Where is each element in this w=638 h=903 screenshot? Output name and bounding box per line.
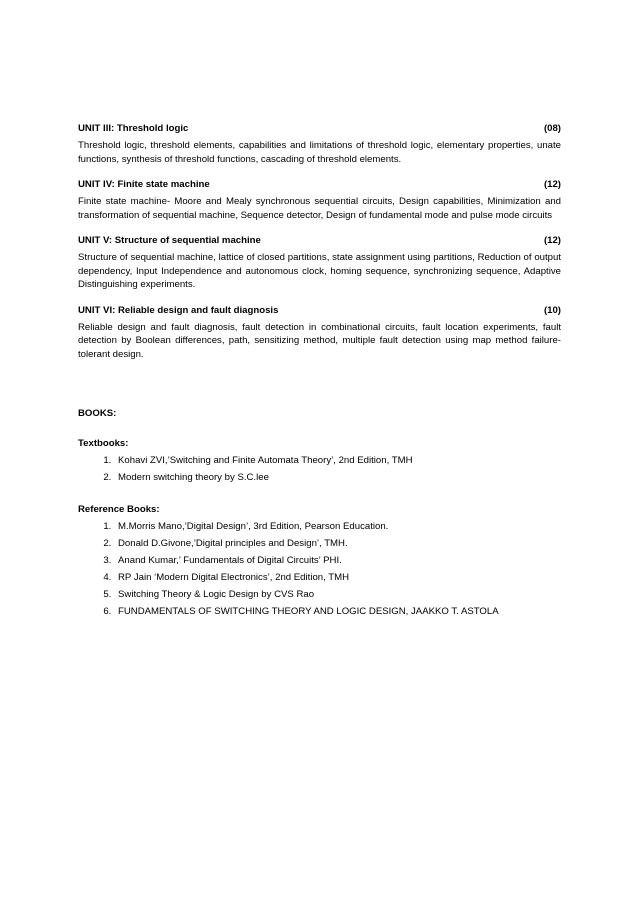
list-item: 1. Kohavi ZVI,’Switching and Finite Automata Theory’, 2nd Edition, TMH (114, 452, 561, 469)
list-item: 3. Anand Kumar,’ Fundamentals of Digital Circuits’ PHI. (114, 552, 561, 569)
unit-title: UNIT VI: Reliable design and fault diagnosis (78, 304, 279, 316)
books-heading: BOOKS: (78, 408, 117, 419)
unit-heading (78, 234, 561, 247)
unit-body: Reliable design and fault diagnosis, fault detection in combinational circuits, fault location experiments, fault detection by Boolean differences, path, sensitizing method, multiple fault detection using map method failure- tolerant design. (78, 321, 561, 360)
unit-5 (78, 234, 561, 292)
unit-body: Structure of sequential machine, lattice of closed partitions, state assignment using partitions, Reduction of output dependency, Input Independence and autonomous clock, homing sequence, synchronizing sequence, Adaptive Distinguishing experiments. (78, 252, 561, 290)
reference-books-heading: Reference Books: (78, 504, 160, 515)
spacer (78, 373, 561, 407)
unit-6 (78, 304, 561, 362)
unit-hours: (08) (543, 123, 561, 134)
unit-3 (78, 122, 561, 166)
unit-heading (78, 122, 561, 135)
textbooks-heading: Textbooks: (78, 438, 129, 449)
unit-hours: (12) (543, 235, 561, 246)
list-item: 2. Modern switching theory by S.C.lee (114, 469, 561, 486)
unit-heading (78, 178, 561, 191)
reference-books-list (78, 518, 561, 620)
unit-body: Finite state machine- Moore and Mealy synchronous sequential circuits, Design capabilities, Minimization and transformation of sequential machine, Sequence detector, Design of fundamental mode and pulse mode circuits (78, 196, 561, 221)
unit-body: Threshold logic, threshold elements, capabilities and limitations of threshold logic, elementary properties, unate functions, synthesis of threshold functions, cascading of threshold elements. (78, 140, 561, 165)
unit-hours: (12) (543, 179, 561, 190)
list-item: 6. FUNDAMENTALS OF SWITCHING THEORY AND LOGIC DESIGN, JAAKKO T. ASTOLA (114, 603, 561, 620)
unit-title: UNIT III: Threshold logic (78, 123, 189, 134)
unit-hours: (10) (543, 304, 561, 316)
unit-title: UNIT V: Structure of sequential machine (78, 235, 261, 246)
unit-heading (78, 304, 561, 317)
list-item: 2. Donald D.Givone,’Digital principles and Design’, TMH. (114, 535, 561, 552)
list-item: 5. Switching Theory & Logic Design by CVS Rao (114, 586, 561, 603)
unit-title: UNIT IV: Finite state machine (78, 179, 210, 190)
textbooks-list (78, 452, 561, 486)
unit-4 (78, 178, 561, 222)
list-item: 4. RP Jain ‘Modern Digital Electronics’, 2nd Edition, TMH (114, 569, 561, 586)
list-item: 1. M.Morris Mano,’Digital Design’, 3rd Edition, Pearson Education. (114, 518, 561, 535)
document-page (78, 122, 561, 620)
